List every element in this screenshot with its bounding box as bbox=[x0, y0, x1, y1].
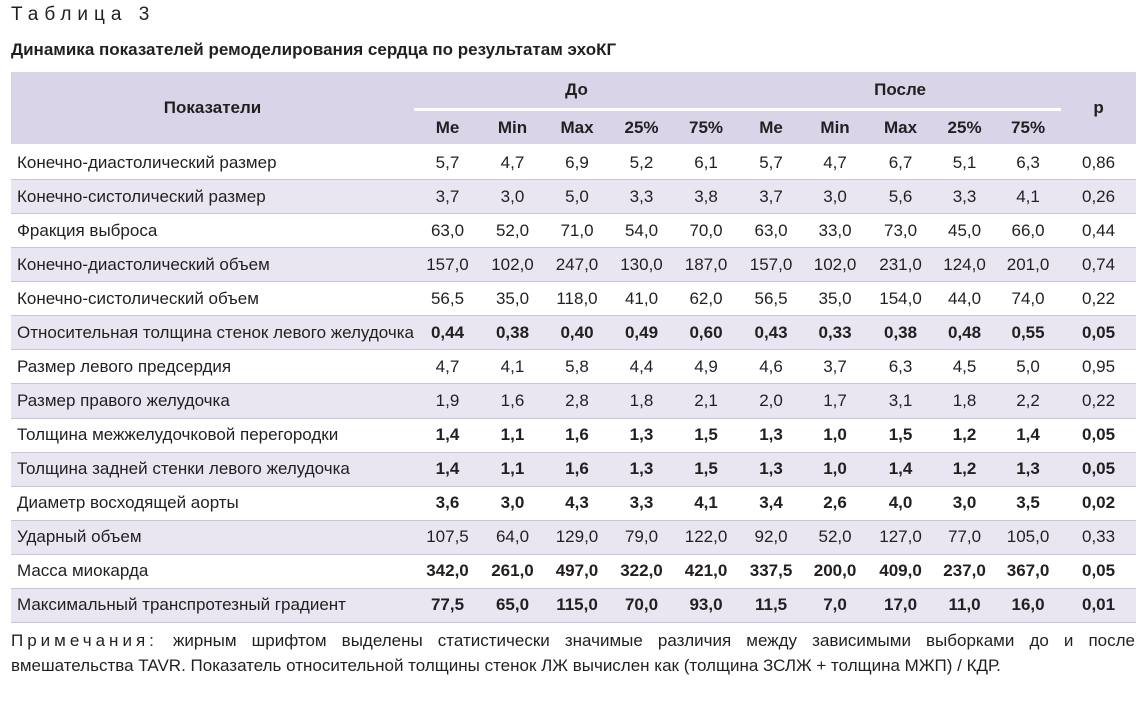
row-indicator: Конечно-диастолический размер bbox=[11, 146, 414, 180]
value-cell: 56,5 bbox=[414, 282, 481, 316]
value-cell: 3,7 bbox=[739, 180, 803, 214]
note-text: жирным шрифтом выделены статистически значимые различия между зависимыми выборками до и после вмешательства TAVR. Показатель относительной толщины стенок ЛЖ вычислен как (толщина ЗСЛЖ + толщина МЖП) / КДР. bbox=[11, 631, 1135, 675]
value-cell: 130,0 bbox=[610, 248, 673, 282]
value-cell: 3,1 bbox=[867, 384, 934, 418]
p-value-cell: 0,86 bbox=[1061, 146, 1136, 180]
value-cell: 4,6 bbox=[739, 350, 803, 384]
value-cell: 247,0 bbox=[544, 248, 610, 282]
value-cell: 1,6 bbox=[544, 452, 610, 486]
p-value-cell: 0,05 bbox=[1061, 418, 1136, 452]
p-value-cell: 0,33 bbox=[1061, 520, 1136, 554]
value-cell: 4,9 bbox=[673, 350, 739, 384]
value-cell: 1,8 bbox=[934, 384, 995, 418]
value-cell: 16,0 bbox=[995, 588, 1061, 622]
value-cell: 4,7 bbox=[481, 146, 544, 180]
table-caption: Динамика показателей ремоделирования сердца по результатам эхоКГ bbox=[11, 40, 617, 59]
value-cell: 1,4 bbox=[867, 452, 934, 486]
value-cell: 0,38 bbox=[481, 316, 544, 350]
row-indicator: Ударный объем bbox=[11, 520, 414, 554]
value-cell: 93,0 bbox=[673, 588, 739, 622]
value-cell: 6,1 bbox=[673, 146, 739, 180]
value-cell: 1,5 bbox=[867, 418, 934, 452]
value-cell: 409,0 bbox=[867, 554, 934, 588]
value-cell: 157,0 bbox=[414, 248, 481, 282]
value-cell: 5,7 bbox=[414, 146, 481, 180]
value-cell: 154,0 bbox=[867, 282, 934, 316]
table-row bbox=[11, 384, 1136, 418]
value-cell: 5,0 bbox=[544, 180, 610, 214]
value-cell: 0,60 bbox=[673, 316, 739, 350]
table-row bbox=[11, 520, 1136, 554]
value-cell: 1,0 bbox=[803, 452, 867, 486]
value-cell: 1,1 bbox=[481, 418, 544, 452]
value-cell: 1,9 bbox=[414, 384, 481, 418]
value-cell: 4,0 bbox=[867, 486, 934, 520]
value-cell: 6,7 bbox=[867, 146, 934, 180]
value-cell: 1,2 bbox=[934, 418, 995, 452]
value-cell: 1,6 bbox=[544, 418, 610, 452]
value-cell: 5,7 bbox=[739, 146, 803, 180]
note-label: Примечания: bbox=[11, 631, 158, 650]
value-cell: 4,5 bbox=[934, 350, 995, 384]
value-cell: 0,44 bbox=[414, 316, 481, 350]
value-cell: 35,0 bbox=[803, 282, 867, 316]
value-cell: 4,1 bbox=[481, 350, 544, 384]
value-cell: 5,8 bbox=[544, 350, 610, 384]
p-value-cell: 0,22 bbox=[1061, 282, 1136, 316]
value-cell: 127,0 bbox=[867, 520, 934, 554]
table-note bbox=[11, 628, 1135, 678]
value-cell: 63,0 bbox=[739, 214, 803, 248]
header-stat: Max bbox=[544, 110, 610, 146]
value-cell: 157,0 bbox=[739, 248, 803, 282]
value-cell: 77,0 bbox=[934, 520, 995, 554]
value-cell: 5,1 bbox=[934, 146, 995, 180]
value-cell: 1,2 bbox=[934, 452, 995, 486]
value-cell: 1,4 bbox=[995, 418, 1061, 452]
value-cell: 45,0 bbox=[934, 214, 995, 248]
table-row bbox=[11, 146, 1136, 180]
value-cell: 63,0 bbox=[414, 214, 481, 248]
table-row bbox=[11, 554, 1136, 588]
value-cell: 52,0 bbox=[481, 214, 544, 248]
value-cell: 70,0 bbox=[610, 588, 673, 622]
value-cell: 129,0 bbox=[544, 520, 610, 554]
value-cell: 3,7 bbox=[803, 350, 867, 384]
value-cell: 0,55 bbox=[995, 316, 1061, 350]
value-cell: 5,6 bbox=[867, 180, 934, 214]
value-cell: 70,0 bbox=[673, 214, 739, 248]
value-cell: 421,0 bbox=[673, 554, 739, 588]
header-stat: Me bbox=[414, 110, 481, 146]
value-cell: 62,0 bbox=[673, 282, 739, 316]
value-cell: 6,3 bbox=[995, 146, 1061, 180]
value-cell: 237,0 bbox=[934, 554, 995, 588]
value-cell: 3,3 bbox=[610, 486, 673, 520]
value-cell: 65,0 bbox=[481, 588, 544, 622]
value-cell: 1,8 bbox=[610, 384, 673, 418]
row-indicator: Толщина задней стенки левого желудочка bbox=[11, 452, 414, 486]
value-cell: 4,7 bbox=[414, 350, 481, 384]
row-indicator: Конечно-систолический размер bbox=[11, 180, 414, 214]
table-row bbox=[11, 282, 1136, 316]
value-cell: 1,1 bbox=[481, 452, 544, 486]
value-cell: 3,7 bbox=[414, 180, 481, 214]
value-cell: 3,8 bbox=[673, 180, 739, 214]
table-row bbox=[11, 452, 1136, 486]
value-cell: 74,0 bbox=[995, 282, 1061, 316]
value-cell: 261,0 bbox=[481, 554, 544, 588]
table-body bbox=[11, 146, 1136, 623]
value-cell: 77,5 bbox=[414, 588, 481, 622]
value-cell: 0,40 bbox=[544, 316, 610, 350]
value-cell: 1,3 bbox=[610, 418, 673, 452]
value-cell: 200,0 bbox=[803, 554, 867, 588]
value-cell: 4,7 bbox=[803, 146, 867, 180]
row-indicator: Относительная толщина стенок левого желудочка bbox=[11, 316, 414, 350]
header-p: p bbox=[1061, 72, 1136, 146]
value-cell: 1,4 bbox=[414, 418, 481, 452]
value-cell: 1,4 bbox=[414, 452, 481, 486]
value-cell: 1,3 bbox=[610, 452, 673, 486]
table-row bbox=[11, 316, 1136, 350]
value-cell: 4,1 bbox=[673, 486, 739, 520]
value-cell: 3,6 bbox=[414, 486, 481, 520]
value-cell: 337,5 bbox=[739, 554, 803, 588]
p-value-cell: 0,05 bbox=[1061, 316, 1136, 350]
value-cell: 105,0 bbox=[995, 520, 1061, 554]
value-cell: 497,0 bbox=[544, 554, 610, 588]
value-cell: 3,0 bbox=[934, 486, 995, 520]
p-value-cell: 0,01 bbox=[1061, 588, 1136, 622]
value-cell: 322,0 bbox=[610, 554, 673, 588]
value-cell: 5,2 bbox=[610, 146, 673, 180]
value-cell: 2,2 bbox=[995, 384, 1061, 418]
value-cell: 1,3 bbox=[739, 418, 803, 452]
row-indicator: Размер правого желудочка bbox=[11, 384, 414, 418]
value-cell: 73,0 bbox=[867, 214, 934, 248]
value-cell: 342,0 bbox=[414, 554, 481, 588]
echo-table bbox=[11, 72, 1136, 623]
value-cell: 102,0 bbox=[481, 248, 544, 282]
value-cell: 79,0 bbox=[610, 520, 673, 554]
value-cell: 201,0 bbox=[995, 248, 1061, 282]
p-value-cell: 0,26 bbox=[1061, 180, 1136, 214]
p-value-cell: 0,05 bbox=[1061, 452, 1136, 486]
table-row bbox=[11, 248, 1136, 282]
value-cell: 66,0 bbox=[995, 214, 1061, 248]
value-cell: 17,0 bbox=[867, 588, 934, 622]
value-cell: 3,3 bbox=[934, 180, 995, 214]
value-cell: 11,5 bbox=[739, 588, 803, 622]
header-before: До bbox=[414, 72, 739, 110]
value-cell: 102,0 bbox=[803, 248, 867, 282]
p-value-cell: 0,44 bbox=[1061, 214, 1136, 248]
header-stat: Me bbox=[739, 110, 803, 146]
table-row bbox=[11, 486, 1136, 520]
row-indicator: Максимальный транспротезный градиент bbox=[11, 588, 414, 622]
value-cell: 2,1 bbox=[673, 384, 739, 418]
value-cell: 4,3 bbox=[544, 486, 610, 520]
p-value-cell: 0,05 bbox=[1061, 554, 1136, 588]
value-cell: 44,0 bbox=[934, 282, 995, 316]
row-indicator: Толщина межжелудочковой перегородки bbox=[11, 418, 414, 452]
header-indicator: Показатели bbox=[11, 72, 414, 146]
value-cell: 64,0 bbox=[481, 520, 544, 554]
row-indicator: Фракция выброса bbox=[11, 214, 414, 248]
value-cell: 41,0 bbox=[610, 282, 673, 316]
table-row bbox=[11, 418, 1136, 452]
value-cell: 2,6 bbox=[803, 486, 867, 520]
value-cell: 33,0 bbox=[803, 214, 867, 248]
value-cell: 3,0 bbox=[481, 180, 544, 214]
value-cell: 115,0 bbox=[544, 588, 610, 622]
value-cell: 2,8 bbox=[544, 384, 610, 418]
value-cell: 4,4 bbox=[610, 350, 673, 384]
value-cell: 118,0 bbox=[544, 282, 610, 316]
value-cell: 0,33 bbox=[803, 316, 867, 350]
header-stat: Min bbox=[803, 110, 867, 146]
p-value-cell: 0,02 bbox=[1061, 486, 1136, 520]
header-stat: 25% bbox=[610, 110, 673, 146]
value-cell: 71,0 bbox=[544, 214, 610, 248]
value-cell: 0,48 bbox=[934, 316, 995, 350]
value-cell: 92,0 bbox=[739, 520, 803, 554]
value-cell: 231,0 bbox=[867, 248, 934, 282]
table-row bbox=[11, 180, 1136, 214]
header-after: После bbox=[739, 72, 1061, 110]
p-value-cell: 0,95 bbox=[1061, 350, 1136, 384]
p-value-cell: 0,74 bbox=[1061, 248, 1136, 282]
value-cell: 1,6 bbox=[481, 384, 544, 418]
value-cell: 122,0 bbox=[673, 520, 739, 554]
value-cell: 0,38 bbox=[867, 316, 934, 350]
value-cell: 11,0 bbox=[934, 588, 995, 622]
value-cell: 0,49 bbox=[610, 316, 673, 350]
table-row bbox=[11, 350, 1136, 384]
table-label: Таблица 3 bbox=[11, 4, 156, 25]
value-cell: 107,5 bbox=[414, 520, 481, 554]
value-cell: 3,4 bbox=[739, 486, 803, 520]
value-cell: 3,3 bbox=[610, 180, 673, 214]
row-indicator: Конечно-диастолический объем bbox=[11, 248, 414, 282]
value-cell: 4,1 bbox=[995, 180, 1061, 214]
value-cell: 1,5 bbox=[673, 418, 739, 452]
value-cell: 3,0 bbox=[481, 486, 544, 520]
value-cell: 6,3 bbox=[867, 350, 934, 384]
value-cell: 35,0 bbox=[481, 282, 544, 316]
value-cell: 54,0 bbox=[610, 214, 673, 248]
value-cell: 124,0 bbox=[934, 248, 995, 282]
value-cell: 3,5 bbox=[995, 486, 1061, 520]
value-cell: 7,0 bbox=[803, 588, 867, 622]
value-cell: 5,0 bbox=[995, 350, 1061, 384]
value-cell: 367,0 bbox=[995, 554, 1061, 588]
value-cell: 1,3 bbox=[995, 452, 1061, 486]
header-stat: 75% bbox=[995, 110, 1061, 146]
value-cell: 6,9 bbox=[544, 146, 610, 180]
value-cell: 1,5 bbox=[673, 452, 739, 486]
row-indicator: Масса миокарда bbox=[11, 554, 414, 588]
row-indicator: Конечно-систолический объем bbox=[11, 282, 414, 316]
value-cell: 2,0 bbox=[739, 384, 803, 418]
row-indicator: Размер левого предсердия bbox=[11, 350, 414, 384]
value-cell: 3,0 bbox=[803, 180, 867, 214]
value-cell: 52,0 bbox=[803, 520, 867, 554]
value-cell: 1,0 bbox=[803, 418, 867, 452]
table-row bbox=[11, 588, 1136, 622]
value-cell: 1,3 bbox=[739, 452, 803, 486]
header-stat: Max bbox=[867, 110, 934, 146]
table-row bbox=[11, 214, 1136, 248]
value-cell: 56,5 bbox=[739, 282, 803, 316]
value-cell: 0,43 bbox=[739, 316, 803, 350]
value-cell: 1,7 bbox=[803, 384, 867, 418]
header-stat: Min bbox=[481, 110, 544, 146]
row-indicator: Диаметр восходящей аорты bbox=[11, 486, 414, 520]
value-cell: 187,0 bbox=[673, 248, 739, 282]
p-value-cell: 0,22 bbox=[1061, 384, 1136, 418]
header-stat: 75% bbox=[673, 110, 739, 146]
header-stat: 25% bbox=[934, 110, 995, 146]
